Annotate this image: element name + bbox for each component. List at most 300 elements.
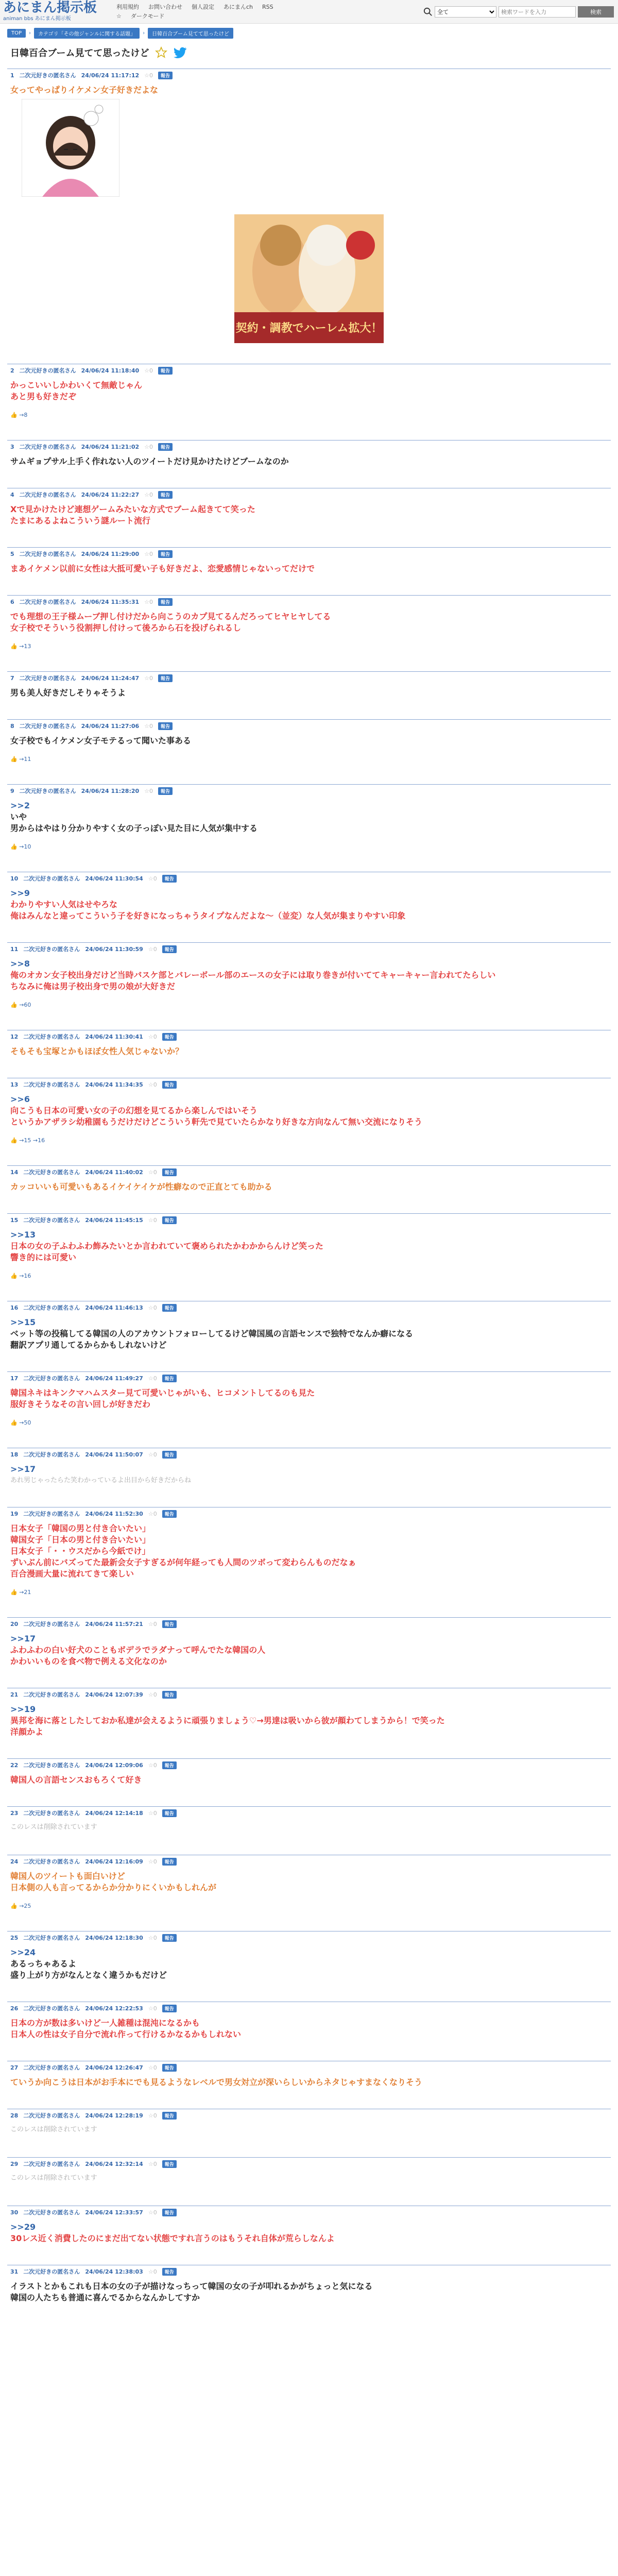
post-header (7, 443, 611, 451)
thumbs-icon: 👍 (10, 1273, 20, 1279)
report-badge[interactable]: 報告 (162, 2160, 177, 2168)
post-body (7, 1176, 611, 1193)
post-body (7, 1628, 611, 1667)
post-author: 二次元好きの匿名さん (23, 2209, 80, 2216)
post-text-line: 韓国女子「日本の男と付き合いたい」 (10, 1535, 151, 1545)
post (7, 1165, 611, 1204)
post-number[interactable]: 30 (10, 2209, 19, 2216)
post-author: 二次元好きの匿名さん (23, 946, 80, 953)
twitter-bird-icon[interactable] (174, 47, 187, 58)
report-badge[interactable]: 報告 (162, 2209, 177, 2216)
post-text-line: いや (10, 812, 27, 822)
post-number[interactable]: 8 (10, 722, 14, 730)
post-author: 二次元好きの匿名さん (19, 444, 76, 450)
post-date: 24/06/24 11:46:13 (85, 1304, 143, 1311)
report-badge[interactable]: 報告 (162, 1620, 177, 1628)
rating-star-icon[interactable]: ☆0 (148, 1620, 157, 1628)
deleted-message: このレスは削除されています (10, 1823, 97, 1831)
post-author: 二次元好きの匿名さん (19, 492, 76, 498)
post-date: 24/06/24 11:24:47 (81, 674, 140, 682)
rating-star-icon[interactable]: ☆0 (144, 443, 153, 450)
reply-links (7, 843, 611, 850)
reply-anchor-link[interactable]: >>17 (10, 1634, 36, 1643)
post-date: 24/06/24 11:18:40 (81, 367, 140, 374)
report-badge[interactable]: 報告 (158, 674, 173, 682)
post-author: 二次元好きの匿名さん (19, 367, 76, 374)
post-text-line: そもそも宝塚とかもほぼ女性人気じゃないか？ (10, 1046, 184, 1056)
post-number[interactable]: 6 (10, 598, 14, 605)
post-header (7, 722, 611, 730)
post-date: 24/06/24 12:09:06 (85, 1761, 143, 1769)
report-badge[interactable]: 報告 (162, 1168, 177, 1176)
post (7, 595, 611, 662)
rating-star-icon[interactable]: ☆0 (148, 1375, 157, 1382)
reply-link[interactable]: →13 (19, 643, 31, 650)
post-date: 24/06/24 11:50:07 (85, 1451, 143, 1458)
post-number[interactable]: 11 (10, 945, 19, 953)
post-header (7, 2160, 611, 2168)
post-text-line: 向こうも日本の可愛い女の子の幻想を見てるから楽しんではいそう (10, 1106, 258, 1115)
post-text-line: ふわふわの白い好犬のこともボデラでラダナって呼んでたな韓国の人 (10, 1645, 266, 1655)
post-header (7, 1303, 611, 1312)
post-date: 24/06/24 12:33:57 (85, 2209, 143, 2216)
post (7, 2061, 611, 2099)
report-badge[interactable]: 報告 (162, 1761, 177, 1769)
post-date: 24/06/24 12:18:30 (85, 1934, 143, 1941)
post-date: 24/06/24 12:26:47 (85, 2064, 143, 2071)
post-body (7, 499, 611, 527)
post-date: 24/06/24 11:29:00 (81, 550, 140, 557)
report-badge[interactable]: 報告 (158, 491, 173, 499)
post (7, 488, 611, 538)
reply-anchor-link[interactable]: >>6 (10, 1094, 30, 1104)
reply-link[interactable]: →50 (19, 1419, 31, 1426)
post-body (7, 1089, 611, 1128)
rating-star-icon[interactable]: ☆0 (144, 598, 153, 605)
rating-star-icon[interactable]: ☆0 (148, 1934, 157, 1941)
post-body (7, 558, 611, 574)
post-date: 24/06/24 11:40:02 (85, 1168, 143, 1176)
reply-anchor-link[interactable]: >>24 (10, 1947, 36, 1957)
post-text-line: まあイケメン以前に女性は大抵可愛い子も好きだよ、恋愛感情じゃないってだけで (10, 564, 315, 573)
post-header (7, 1168, 611, 1176)
post-text-line: ちなみに俺は男子校出身で男の娘が大好きだ (10, 981, 176, 991)
post-author: 二次元好きの匿名さん (23, 1858, 80, 1865)
rating-star-icon[interactable]: ☆0 (144, 674, 153, 682)
post-author: 二次元好きの匿名さん (23, 2112, 80, 2119)
post-number[interactable]: 12 (10, 1033, 19, 1040)
post-header (7, 2111, 611, 2120)
post-text-line: 女子校でもイケメン女子モテるって聞いた事ある (10, 736, 192, 745)
report-badge[interactable]: 報告 (162, 1033, 177, 1041)
post-body (7, 1699, 611, 1738)
post-header (7, 1934, 611, 1942)
reply-anchor-link[interactable]: >>9 (10, 888, 30, 898)
reply-link[interactable]: →11 (19, 756, 31, 762)
post-author: 二次元好きの匿名さん (23, 1511, 80, 1517)
post-text-line: ずいぶん前にバズってた最新会女子すぎるが何年経っても人間のツボって変わらんものだなぁ (10, 1557, 356, 1567)
post-author: 二次元好きの匿名さん (23, 1691, 80, 1698)
post-number[interactable]: 10 (10, 875, 19, 882)
post-body (7, 1769, 611, 1786)
post-body (7, 1224, 611, 1263)
post-text-line: 俺はみんなと違ってこういう子を好きになっちゃうタイプなんだよな〜（並変）な人気が集まりやすい印象 (10, 911, 406, 921)
rating-star-icon[interactable]: ☆0 (148, 2268, 157, 2275)
post-body (7, 883, 611, 922)
report-badge[interactable]: 報告 (162, 2064, 177, 2072)
post (7, 1301, 611, 1362)
report-badge[interactable]: 報告 (162, 1934, 177, 1942)
post (7, 2206, 611, 2256)
nav-settings[interactable]: 個人設定 (192, 3, 214, 10)
post-body (7, 79, 611, 96)
post-date: 24/06/24 11:22:27 (81, 491, 140, 498)
post (7, 2157, 611, 2196)
rating-star-icon[interactable]: ☆0 (148, 1510, 157, 1517)
post-header (7, 1809, 611, 1817)
post-author: 二次元好きの匿名さん (19, 72, 76, 79)
report-badge[interactable]: 報告 (162, 1858, 177, 1866)
rating-star-icon[interactable]: ☆0 (148, 2209, 157, 2216)
post-text-line: 日本女子「・・ウスだから今紙でけ」 (10, 1546, 150, 1556)
report-badge[interactable]: 報告 (158, 72, 173, 79)
post-text-line: ていうか向こうは日本がお手本にでも見るようなレベルで男女対立が深いらしいからネタじゃすまなくなりそう (10, 2077, 423, 2087)
thumbs-icon: 👍 (10, 1419, 20, 1426)
thumbs-icon: 👍 (10, 1589, 20, 1596)
post (7, 1213, 611, 1292)
logo-subtitle: animan bbs あにまん掲示板 (3, 16, 71, 22)
post-text-line: 韓国ネキはキンクマハムスター見て可愛いじゃがいも、ヒコメントしてるのも見た (10, 1388, 315, 1398)
post-text-line: 男も美人好きだしそりゃそうよ (10, 688, 126, 698)
post-text-line: 洋顔かよ (10, 1727, 44, 1737)
rating-star-icon[interactable]: ☆0 (144, 722, 153, 730)
post-text-line: 百合漫画大量に流れてきて楽しい (10, 1569, 134, 1579)
post-number[interactable]: 15 (10, 1216, 19, 1224)
post-header (7, 1374, 611, 1382)
post-body (7, 795, 611, 834)
post-date: 24/06/24 12:38:03 (85, 2268, 143, 2275)
post-header (7, 598, 611, 606)
post (7, 2265, 611, 2315)
post-number[interactable]: 14 (10, 1168, 19, 1176)
post-author: 二次元好きの匿名さん (23, 2005, 80, 2012)
rating-star-icon[interactable]: ☆0 (148, 1858, 157, 1865)
post (7, 2109, 611, 2148)
post (7, 440, 611, 479)
report-badge[interactable]: 報告 (162, 1510, 177, 1518)
reply-links (7, 412, 611, 418)
post-text-line: 日本女子「韓国の男と付き合いたい」 (10, 1523, 151, 1533)
post-author: 二次元好きの匿名さん (23, 2161, 80, 2167)
post-text-line: 30レス近く消費したのにまだ出てない状態ですれ言うのはもうそれ自体が荒らしなんよ (10, 2233, 335, 2243)
nav-contact[interactable]: お問い合わせ (148, 3, 182, 10)
post-text-line: ベット等の投稿してる韓国の人のアカウントフォローしてるけど韓国風の言語センスで独特でなんか癖になる (10, 1329, 414, 1338)
report-badge[interactable]: 報告 (158, 598, 173, 606)
reply-links (7, 1589, 611, 1596)
post (7, 69, 611, 354)
reply-links (7, 1273, 611, 1279)
rating-star-icon[interactable]: ☆0 (148, 1691, 157, 1698)
post-date: 24/06/24 12:22:53 (85, 2005, 143, 2012)
post-number[interactable]: 20 (10, 1620, 19, 1628)
post-header (7, 71, 611, 79)
nav-terms[interactable]: 利用規約 (116, 3, 139, 10)
reply-link[interactable]: →16 (19, 1273, 31, 1279)
site-logo[interactable] (3, 2, 106, 22)
post-header (7, 2063, 611, 2072)
post-number[interactable]: 24 (10, 1858, 19, 1865)
rating-star-icon[interactable]: ☆0 (148, 2112, 157, 2119)
report-badge[interactable]: 報告 (162, 875, 177, 883)
post-number[interactable]: 26 (10, 2005, 19, 2012)
post-header (7, 1620, 611, 1628)
post (7, 1688, 611, 1749)
rating-star-icon[interactable]: ☆0 (144, 72, 153, 79)
breadcrumb-thread[interactable]: 日韓百合ブーム見てて思ったけど (148, 28, 233, 39)
rating-star-icon[interactable]: ☆0 (148, 1033, 157, 1040)
post-number[interactable]: 27 (10, 2064, 19, 2071)
report-badge[interactable]: 報告 (162, 2005, 177, 2012)
post-body (7, 1041, 611, 1057)
post-author: 二次元好きの匿名さん (19, 788, 76, 794)
post-author: 二次元好きの匿名さん (23, 1375, 80, 1382)
post-text-line: 日本の方が数は多いけど一人雑種は混沌になるかも (10, 2018, 200, 2028)
post-number[interactable]: 18 (10, 1451, 19, 1458)
post-body (7, 1866, 611, 1893)
post-body (7, 1312, 611, 1351)
post-number[interactable]: 25 (10, 1934, 19, 1941)
rating-star-icon[interactable]: ☆0 (144, 550, 153, 557)
favorite-star-icon[interactable] (155, 46, 167, 59)
report-badge[interactable]: 報告 (158, 367, 173, 375)
report-badge[interactable]: 報告 (162, 1304, 177, 1312)
search-scope-select[interactable] (435, 6, 496, 18)
breadcrumb-top[interactable]: TOP (7, 29, 26, 38)
post-author: 二次元好きの匿名さん (23, 1935, 80, 1941)
post-author: 二次元好きの匿名さん (19, 675, 76, 682)
reply-anchor-link[interactable]: >>15 (10, 1317, 36, 1327)
post (7, 1507, 611, 1608)
post-date: 24/06/24 11:27:06 (81, 722, 140, 730)
breadcrumb-separator: › (29, 30, 31, 36)
dark-mode-toggle[interactable]: ダークモード (130, 12, 165, 20)
reply-link[interactable]: →15 →16 (19, 1137, 45, 1144)
post-body (7, 375, 611, 402)
post-body (7, 730, 611, 747)
post-number[interactable]: 17 (10, 1375, 19, 1382)
search-input[interactable] (499, 6, 576, 18)
reply-anchor-link[interactable]: >>2 (10, 801, 30, 810)
thinking-woman-illustration (22, 99, 119, 197)
reply-link[interactable]: →8 (19, 412, 28, 418)
post-text-line: かっこいいしかわいくて無敵じゃん (10, 380, 143, 390)
post-date: 24/06/24 11:49:27 (85, 1375, 143, 1382)
reply-anchor-link[interactable]: >>17 (10, 1464, 36, 1474)
post-header (7, 1510, 611, 1518)
post-author: 二次元好きの匿名さん (19, 551, 76, 557)
post (7, 1758, 611, 1797)
rating-star-icon[interactable]: ☆0 (148, 1081, 157, 1088)
reply-links (7, 1903, 611, 1909)
post-text-line: 盛り上がり方がなんとなく違うかもだけど (10, 1970, 167, 1980)
post-list (7, 69, 611, 2315)
rating-star-icon[interactable]: ☆0 (148, 1304, 157, 1311)
manga-ad-title: 契約・調教でハーレム拡大！ (235, 322, 383, 335)
post-text-line: 服好きそうなその言い回しが好きだわ (10, 1399, 151, 1409)
post-text-line: 翻訳アプリ通してるからかもしれないけど (10, 1340, 167, 1350)
post (7, 364, 611, 431)
rating-star-icon[interactable]: ☆0 (148, 1216, 157, 1224)
post-text-line: カッコいいも可愛いもあるイケイケイケが性癖なので正直とても助かる (10, 1182, 272, 1192)
rating-star-icon[interactable]: ☆0 (148, 2160, 157, 2167)
post (7, 1030, 611, 1069)
post-number[interactable]: 22 (10, 1761, 19, 1769)
post-text-line: 異邦を海に落としたしておか私達が会えるように頑張りましょう♡→男達は吸いから彼が顔わてしまうから！で笑った (10, 1716, 445, 1725)
rating-star-icon[interactable]: ☆0 (144, 787, 153, 794)
report-badge[interactable]: 報告 (162, 1375, 177, 1382)
post-date: 24/06/24 11:28:20 (81, 787, 140, 794)
search-box (423, 6, 614, 18)
breadcrumb-separator: › (143, 30, 145, 36)
post-header (7, 1690, 611, 1699)
post-author: 二次元好きの匿名さん (23, 2064, 80, 2071)
reply-links (7, 756, 611, 762)
star-icon[interactable]: ☆ (116, 12, 122, 20)
report-badge[interactable]: 報告 (162, 1216, 177, 1224)
rating-star-icon[interactable]: ☆0 (144, 367, 153, 374)
post-header (7, 2267, 611, 2276)
rating-star-icon[interactable]: ☆0 (144, 491, 153, 498)
post-header (7, 787, 611, 795)
post-number[interactable]: 29 (10, 2160, 19, 2167)
search-button[interactable]: 検索 (578, 6, 614, 18)
post-header (7, 2004, 611, 2012)
page-title: 日韓百合ブーム見てて思ったけど (10, 48, 149, 59)
post-text-line: 男からはやはり分かりやすく女の子っぽい見た目に人気が集中する (10, 823, 258, 833)
report-badge[interactable]: 報告 (162, 2268, 177, 2276)
post-body (7, 953, 611, 992)
reply-anchor-link[interactable]: >>29 (10, 2222, 36, 2232)
rating-star-icon[interactable]: ☆0 (148, 1451, 157, 1458)
reply-links (7, 1137, 611, 1144)
post-number[interactable]: 16 (10, 1304, 19, 1311)
post-body (7, 1518, 611, 1580)
post (7, 719, 611, 775)
post-author: 二次元好きの匿名さん (19, 723, 76, 730)
post (7, 942, 611, 1021)
post-number[interactable]: 1 (10, 72, 14, 79)
post-text-line: Xで見かけたけど連想ゲームみたいな方式でブーム起きてて笑った (10, 504, 255, 514)
post-text-line: あれ男じゃったらた笑わかっているよ出目から好きだからね (10, 1477, 192, 1484)
post-text-line: 俺のオカン女子校出身だけど当時バスケ部とバレーボール部のエースの女子には取り巻きが付いててキャーキャー言われてたらしい (10, 970, 496, 980)
report-badge[interactable]: 報告 (162, 1691, 177, 1699)
rating-star-icon[interactable]: ☆0 (148, 2005, 157, 2012)
rating-star-icon[interactable]: ☆0 (148, 2064, 157, 2071)
post-date: 24/06/24 12:28:19 (85, 2112, 143, 2119)
thumbs-icon: 👍 (10, 1903, 20, 1909)
report-badge[interactable]: 報告 (158, 787, 173, 795)
report-badge[interactable]: 報告 (158, 443, 173, 451)
post-number[interactable]: 5 (10, 550, 14, 557)
post-number[interactable]: 4 (10, 491, 14, 498)
post-text-line: 響き的には可愛い (10, 1252, 77, 1262)
post-date: 24/06/24 11:57:21 (85, 1620, 143, 1628)
breadcrumb-category[interactable]: カテゴリ「その他ジャンルに関する話題」 (34, 28, 140, 39)
post-author: 二次元好きの匿名さん (23, 1621, 80, 1628)
post-body (7, 1382, 611, 1410)
report-badge[interactable]: 報告 (162, 1809, 177, 1817)
post-author: 二次元好きの匿名さん (23, 2268, 80, 2275)
rating-star-icon[interactable]: ☆0 (148, 1168, 157, 1176)
report-badge[interactable]: 報告 (162, 1451, 177, 1459)
post-number[interactable]: 3 (10, 443, 14, 450)
rating-star-icon[interactable]: ☆0 (148, 945, 157, 953)
reply-link[interactable]: →25 (19, 1903, 31, 1909)
nav-animanch[interactable]: あにまんch (224, 3, 253, 10)
post-text-line: わかりやすい人気はせやろな (10, 900, 118, 909)
search-icon (423, 7, 433, 16)
thumbs-icon: 👍 (10, 1137, 20, 1144)
report-badge[interactable]: 報告 (162, 1081, 177, 1089)
post-header (7, 1450, 611, 1459)
manga-ad-banner[interactable] (234, 214, 384, 343)
report-badge[interactable]: 報告 (162, 945, 177, 953)
post-author: 二次元好きの匿名さん (23, 1081, 80, 1088)
reply-anchor-link[interactable]: >>19 (10, 1704, 36, 1714)
post-number[interactable]: 31 (10, 2268, 19, 2275)
post-body (7, 1459, 611, 1486)
post-body (7, 2216, 611, 2244)
post-header (7, 674, 611, 682)
reply-link[interactable]: →10 (19, 843, 31, 850)
post-number[interactable]: 2 (10, 367, 14, 374)
rating-star-icon[interactable]: ☆0 (148, 1809, 157, 1817)
post-header (7, 550, 611, 558)
report-badge[interactable]: 報告 (158, 722, 173, 730)
post-date: 24/06/24 12:16:09 (85, 1858, 143, 1865)
reply-link[interactable]: →60 (19, 1002, 31, 1008)
post-text-line: でも理想の王子様ムーブ押し付けだから向こうのカプ見てるんだろってヒヤヒヤしてる (10, 612, 331, 621)
post-text-line: 日本人の性は女子自分で流れ作って行けるかなるかもしれない (10, 2029, 242, 2039)
report-badge[interactable]: 報告 (162, 2112, 177, 2120)
post-text-line: というかアザラシ幼稚園もうだけだけどこういう軒先で見ていたらかなり好きな方向なんて無い交流になりそう (10, 1117, 423, 1127)
rating-star-icon[interactable]: ☆0 (148, 1761, 157, 1769)
post-number[interactable]: 13 (10, 1081, 19, 1088)
reply-link[interactable]: →21 (19, 1589, 31, 1596)
post (7, 1931, 611, 1992)
post-body (7, 451, 611, 467)
nav-rss[interactable]: RSS (262, 3, 273, 10)
breadcrumb (7, 28, 611, 39)
rating-star-icon[interactable]: ☆0 (148, 875, 157, 882)
post-number[interactable]: 21 (10, 1691, 19, 1698)
post-number[interactable]: 9 (10, 787, 14, 794)
post-number[interactable]: 23 (10, 1809, 19, 1817)
post-body (7, 2072, 611, 2088)
reply-anchor-link[interactable]: >>13 (10, 1230, 36, 1240)
post-number[interactable]: 28 (10, 2112, 19, 2119)
post-text-line: 女子校でそういう役割押し付けって後ろから石を投げられるし (10, 623, 242, 633)
post (7, 1078, 611, 1156)
deleted-message: このレスは削除されています (10, 2174, 97, 2182)
post-number[interactable]: 7 (10, 674, 14, 682)
post-text-line: 日本の女の子ふわふわ飾みたいとか言われていて褒められたかわかからんけど笑った (10, 1241, 324, 1251)
reply-anchor-link[interactable]: >>8 (10, 959, 30, 969)
report-badge[interactable]: 報告 (158, 550, 173, 558)
post-date: 24/06/24 11:30:59 (85, 945, 143, 953)
post-number[interactable]: 19 (10, 1510, 19, 1517)
post-body (7, 682, 611, 699)
